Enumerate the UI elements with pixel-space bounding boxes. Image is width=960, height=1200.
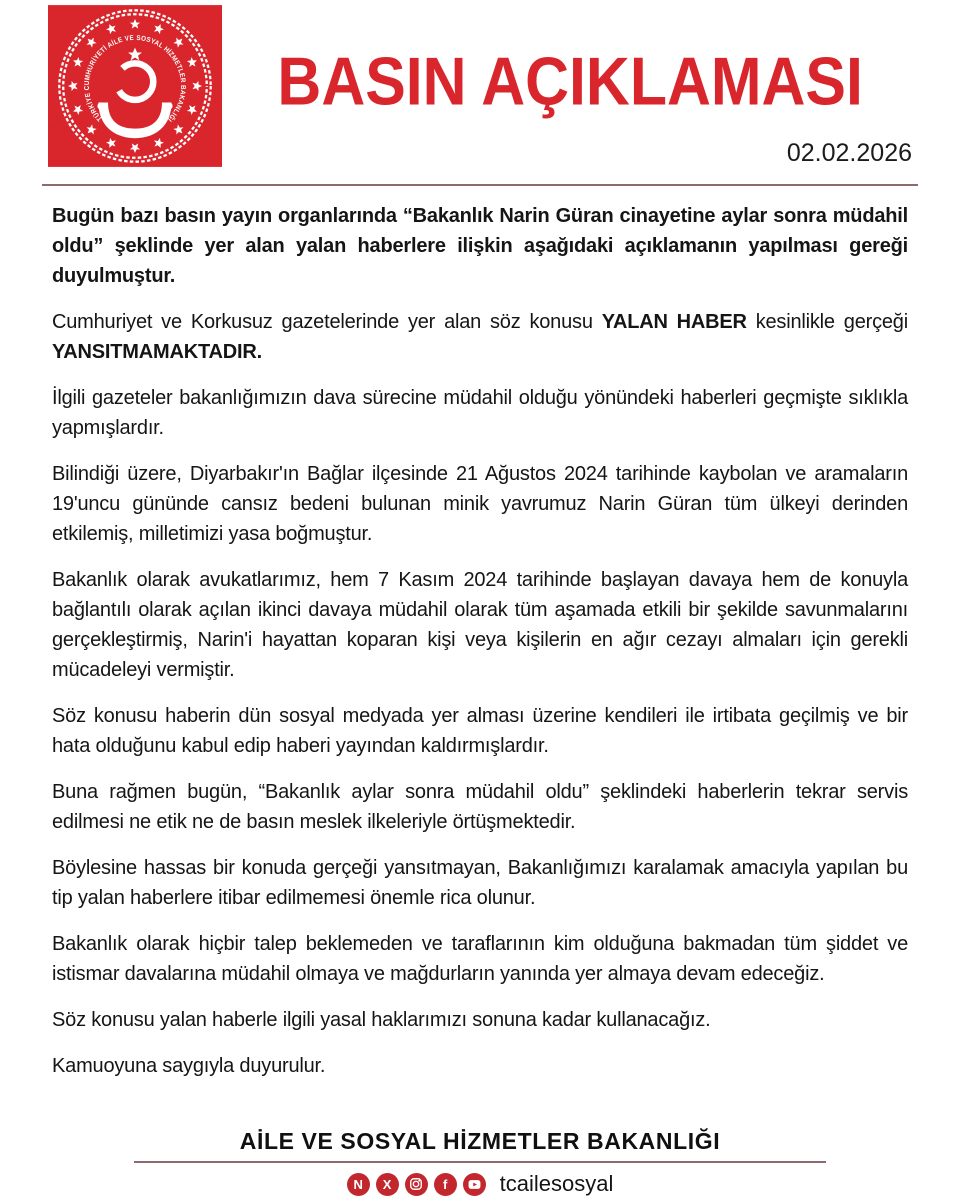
paragraph-6: Söz konusu haberin dün sosyal medyada yer alması üzerine kendileri ile irtibata geçilmiş ve bir hata olduğunu kabul edip haberi yayından kaldırmışlardır.: [52, 705, 908, 757]
header-divider: [42, 184, 918, 186]
footer: [0, 1128, 960, 1197]
header: [0, 0, 960, 186]
nsosyal-icon[interactable]: N: [347, 1173, 370, 1196]
social-handle[interactable]: tcailesosyal: [499, 1171, 614, 1196]
seal-text: TÜRKİYE CUMHURİYETİ AİLE VE SOSYAL HİZMETLER BAKANLIĞI: [83, 34, 187, 123]
paragraph-8: Böylesine hassas bir konuda gerçeği yansıtmayan, Bakanlığımızı karalamak amacıyla yapılan bu tip yalan haberlere itibar edilmemesi önemle rica olunur.: [52, 857, 908, 909]
footer-divider: [134, 1161, 826, 1163]
social-row: [0, 1171, 960, 1197]
page-title: BASIN AÇIKLAMASI: [277, 42, 863, 120]
paragraph-2: Cumhuriyet ve Korkusuz gazetelerinde yer alan söz konusu YALAN HABER kesinlikle gerçeği YANSITMAMAKTADIR.: [52, 311, 908, 363]
press-release-body: [0, 186, 960, 1081]
facebook-icon[interactable]: f: [434, 1173, 457, 1196]
paragraph-4: Bilindiği üzere, Diyarbakır'ın Bağlar ilçesinde 21 Ağustos 2024 tarihinde kaybolan ve aramaların 19'uncu gününde cansız bedeni bulunan minik yavrumuz Narin Güran tüm ülkeyi derinden etkilemiş, milletimizi yasa boğmuştur.: [52, 463, 908, 545]
paragraph-7: Buna rağmen bugün, “Bakanlık aylar sonra müdahil oldu” şeklindeki haberlerin tekrar servis edilmesi ne etik ne de basın meslek ilkeleriyle örtüşmektedir.: [52, 781, 908, 833]
ministry-seal-icon: [48, 5, 222, 167]
paragraph-10: Söz konusu yalan haberle ilgili yasal haklarımızı sonuna kadar kullanacağız.: [52, 1009, 711, 1031]
instagram-icon[interactable]: [405, 1173, 428, 1196]
release-date: 02.02.2026: [786, 139, 912, 167]
x-icon[interactable]: X: [376, 1173, 399, 1196]
paragraph-1: Bugün bazı basın yayın organlarında “Bakanlık Narin Güran cinayetine aylar sonra müdahil oldu” şeklinde yer alan yalan haberlere ilişkin aşağıdaki açıklamanın yapılması gereği duyulmuştur.: [52, 205, 908, 287]
ministry-name: AİLE VE SOSYAL HİZMETLER BAKANLIĞI: [239, 1128, 721, 1154]
paragraph-3: İlgili gazeteler bakanlığımızın dava sürecine müdahil olduğu yönündeki haberleri geçmişte sıklıkla yapmışlardır.: [52, 387, 908, 439]
paragraph-9: Bakanlık olarak hiçbir talep beklemeden ve taraflarının kim olduğuna bakmadan tüm şiddet ve istismar davalarına müdahil olmaya ve mağdurların yanında yer almaya devam edeceğiz.: [52, 933, 908, 985]
ministry-logo: [48, 5, 222, 167]
paragraph-5: Bakanlık olarak avukatlarımız, hem 7 Kasım 2024 tarihinde başlayan davaya hem de konuyla bağlantılı olarak açılan ikinci davaya müdahil olarak tüm aşamada etkili bir şekilde savunmalarını gerçekleştirmiş, Narin'i hayattan koparan kişi veya kişilerin en ağır cezayı almaları için gerekli mücadeleyi vermiştir.: [52, 569, 908, 681]
paragraph-11: Kamuoyuna saygıyla duyurulur.: [52, 1055, 326, 1077]
youtube-icon[interactable]: [463, 1173, 486, 1196]
